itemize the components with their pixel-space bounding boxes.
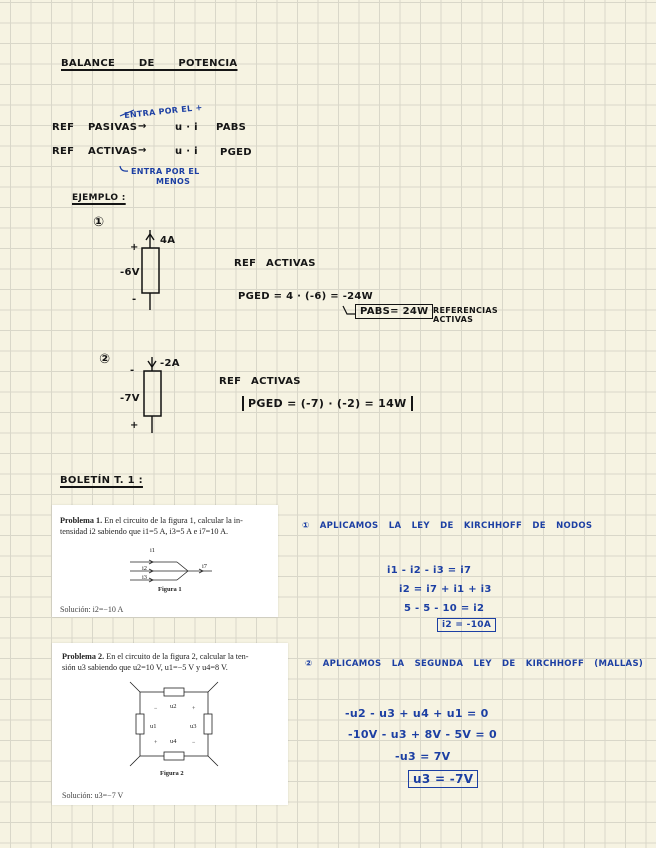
figure2-diagram xyxy=(52,675,288,785)
problem1-text2: tensidad i2 sabiendo que i1=5 A, i3=5 A e i7=10 A. xyxy=(60,527,229,536)
ex1-equation: PGED = 4 · (-6) = -24W xyxy=(238,291,374,302)
fig1-label-i2: i2 xyxy=(142,565,148,572)
ex1-note-line1: REFERENCIAS xyxy=(433,306,498,315)
figure1-caption: Figura 1 xyxy=(158,586,182,593)
work1-line1: i1 - i2 - i3 = i7 xyxy=(387,565,472,576)
ex1-minus: - xyxy=(132,294,137,305)
fig2-label-u1: u1 xyxy=(150,723,157,730)
ref-pasivas-arrow: → xyxy=(138,121,147,132)
ex1-plus: + xyxy=(130,242,139,253)
ex1-current: 4A xyxy=(160,235,176,246)
work2-result: u3 = -7V xyxy=(408,770,478,788)
ex2-equation: PGED = (-7) · (-2) = 14W xyxy=(242,396,413,411)
fig2-label-u3: u3 xyxy=(190,723,197,730)
ejemplo-heading: EJEMPLO : xyxy=(72,193,126,203)
ex2-voltage: -7V xyxy=(120,393,140,404)
ex2-ref: REF ACTIVAS xyxy=(219,376,301,387)
problem2-card xyxy=(52,643,288,805)
problem1-card xyxy=(52,505,278,617)
fig1-label-i7: i7 xyxy=(202,563,208,570)
ex1-result-pointer xyxy=(343,306,363,318)
ref-pasivas-formula: u · i xyxy=(175,122,198,133)
work1-result: i2 = -10A xyxy=(437,618,496,632)
ex2-number: ② xyxy=(99,352,111,367)
svg-text:+: + xyxy=(154,740,158,746)
work2-line3: -u3 = 7V xyxy=(395,750,451,763)
fig2-label-u4: u4 xyxy=(170,738,177,745)
pasivas-note: ENTRA POR EL + xyxy=(123,102,203,121)
svg-text:−: − xyxy=(154,706,158,712)
work2-heading: ② APLICAMOS LA SEGUNDA LEY DE KIRCHHOFF (MALLAS) xyxy=(305,659,644,669)
work1-heading: ① APLICAMOS LA LEY DE KIRCHHOFF DE NODOS xyxy=(302,521,593,531)
boletin-heading: BOLETÍN T. 1 : xyxy=(60,475,143,486)
problem2-title: Problema 2. xyxy=(62,652,105,661)
work2-line1: -u2 - u3 + u4 + u1 = 0 xyxy=(345,707,489,720)
work1-line2: i2 = i7 + i1 + i3 xyxy=(399,584,492,595)
figure2-caption: Figura 2 xyxy=(160,770,184,777)
ex1-result: PABS= 24W xyxy=(355,304,433,319)
ref-activas-formula: u · i xyxy=(175,146,198,157)
fig1-label-i3: i3 xyxy=(142,574,148,581)
ex2-plus: + xyxy=(130,420,139,431)
svg-text:−: − xyxy=(192,740,196,746)
ex2-current: -2A xyxy=(160,358,180,369)
activas-note-line1: ENTRA POR EL xyxy=(131,167,200,176)
work2-line2: -10V - u3 + 8V - 5V = 0 xyxy=(348,728,497,741)
ref-pasivas-label: REF PASIVAS xyxy=(52,122,138,133)
problem2-text2: sión u3 sabiendo que u2=10 V, u1=−5 V y u4=8 V. xyxy=(62,663,228,672)
ex2-minus: - xyxy=(130,365,135,376)
svg-text:+: + xyxy=(192,706,196,712)
ex1-number: ① xyxy=(93,215,105,230)
ref-activas-power: PGED xyxy=(220,147,252,158)
page-title: BALANCE DE POTENCIA xyxy=(61,58,238,69)
ref-activas-arrow: → xyxy=(138,145,147,156)
ref-activas-label: REF ACTIVAS xyxy=(52,146,138,157)
activas-note-line2: MENOS xyxy=(156,177,191,186)
problem1-solution: Solución: i2=−10 A xyxy=(60,605,124,614)
problem1-text xyxy=(60,515,275,537)
ex2-resistor-diagram xyxy=(134,357,174,437)
figure1-diagram xyxy=(52,545,278,605)
fig2-label-u2: u2 xyxy=(170,703,177,710)
ex1-ref: REF ACTIVAS xyxy=(234,258,316,269)
ref-pasivas-power: PABS xyxy=(216,122,247,133)
problem1-text1: En el circuito de la figura 1, calcular la in- xyxy=(102,516,243,525)
fig1-label-i1: i1 xyxy=(150,547,156,554)
ex1-voltage: -6V xyxy=(120,267,140,278)
ex1-note-line2: ACTIVAS xyxy=(433,315,474,324)
problem2-text xyxy=(62,651,284,673)
problem1-title: Problema 1. xyxy=(60,516,103,525)
problem2-solution: Solución: u3=−7 V xyxy=(62,791,124,800)
work1-line3: 5 - 5 - 10 = i2 xyxy=(404,603,485,614)
problem2-text1: En el circuito de la figura 2, calcular la ten- xyxy=(104,652,249,661)
